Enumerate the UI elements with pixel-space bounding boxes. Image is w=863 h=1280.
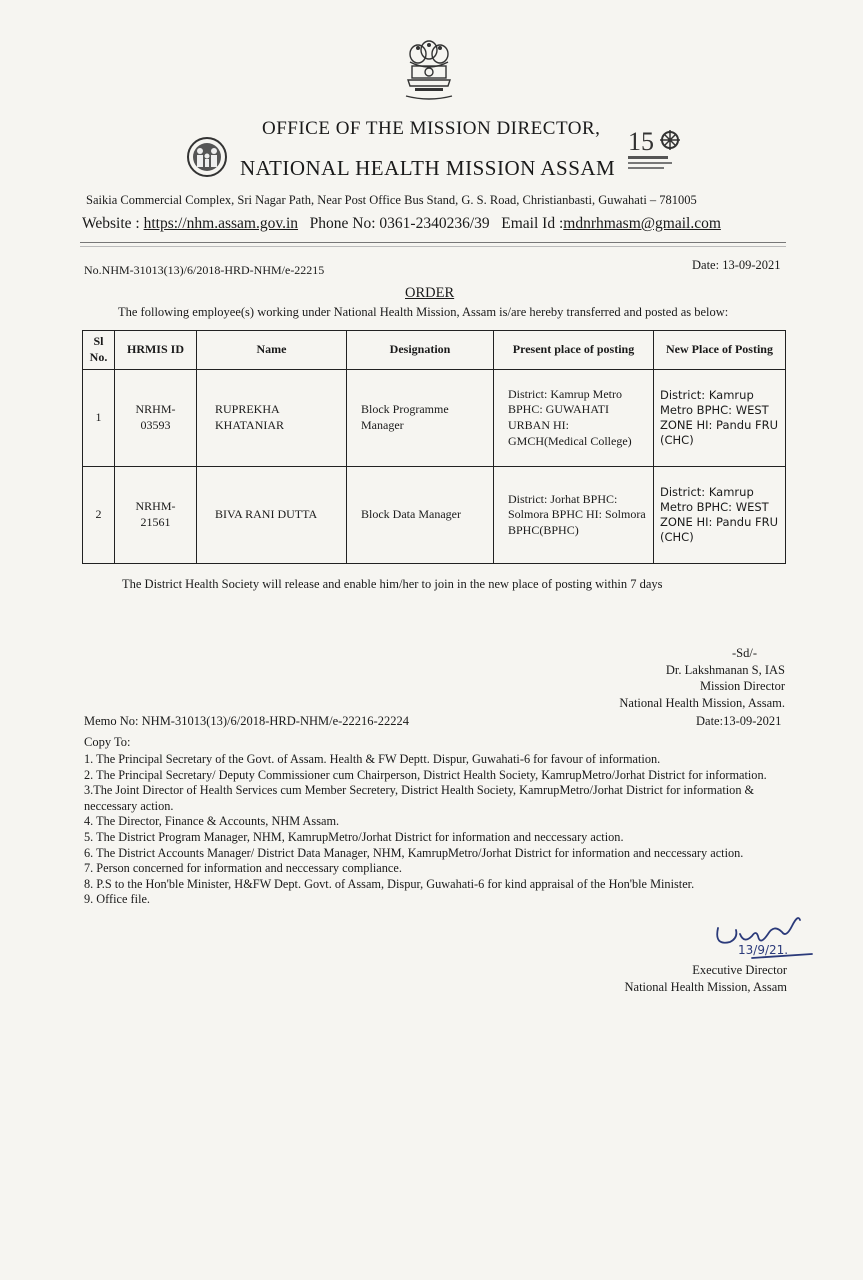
cell-sl: 1 — [83, 370, 115, 467]
cell-designation: Block Programme Manager — [347, 370, 494, 467]
office-address: Saikia Commercial Complex, Sri Nagar Path, Near Post Office Bus Stand, G. S. Road, Christianbasti, Guwahati – 781005 — [86, 193, 697, 207]
email-link[interactable]: mdnrhmasm@gmail.com — [563, 215, 721, 232]
signatory-organisation: National Health Mission, Assam. — [619, 695, 785, 710]
website-label: Website : — [82, 215, 140, 232]
list-item: 8. P.S to the Hon'ble Minister, H&FW Dept. Govt. of Assam, Dispur, Guwahati-6 for kind appraisal of the Hon'ble Minister. — [84, 876, 695, 891]
list-item: 4. The Director, Finance & Accounts, NHM Assam. — [84, 814, 340, 829]
handwritten-signature — [712, 906, 822, 968]
ashoka-emblem-icon — [398, 40, 460, 106]
cell-name: RUPREKHA KHATANIAR — [197, 370, 347, 467]
phone-number: 0361-2340236/39 — [379, 215, 490, 232]
executive-director-block — [625, 962, 788, 996]
list-item: 5. The District Program Manager, NHM, KamrupMetro/Jorhat District for information and neccessary action. — [84, 830, 624, 845]
table-header-row — [83, 331, 786, 370]
cell-sl: 2 — [83, 467, 115, 564]
executive-organisation: National Health Mission, Assam — [624, 979, 787, 994]
office-heading: OFFICE OF THE MISSION DIRECTOR, — [262, 118, 601, 139]
order-date: Date: 13-09-2021 — [692, 258, 781, 272]
order-title: ORDER — [405, 285, 455, 301]
column-header-name: Name — [197, 331, 347, 370]
copy-to-list — [84, 752, 784, 908]
list-item: 3.The Joint Director of Health Services cum Member Secretery, District Health Society, KamrupMetro/Jorhat District for information & neccessary action. — [84, 783, 755, 813]
cell-present-posting: District: Jorhat BPHC: Solmora BPHC HI: Solmora BPHC(BPHC) — [494, 467, 654, 564]
mission-director-signature-block — [619, 645, 785, 711]
email-label: Email Id : — [501, 215, 564, 232]
copy-to-label: Copy To: — [84, 735, 131, 749]
signatory-name: Dr. Lakshmanan S, IAS — [665, 662, 785, 677]
list-item: 9. Office file. — [84, 892, 151, 907]
list-item: 7. Person concerned for information and neccessary compliance. — [84, 861, 402, 876]
signatory-title: Mission Director — [699, 679, 785, 693]
cell-hrmis-id: NRHM-21561 — [115, 467, 197, 564]
organisation-heading: NATIONAL HEALTH MISSION ASSAM — [240, 156, 616, 180]
website-link[interactable]: https://nhm.assam.gov.in — [143, 215, 299, 232]
list-item: 6. The District Accounts Manager/ District Data Manager, NHM, KamrupMetro/Jorhat District for information and neccessary action. — [84, 845, 744, 860]
header-divider — [80, 242, 786, 243]
contact-line — [82, 215, 721, 233]
column-header-new-posting: New Place of Posting — [654, 331, 786, 370]
phone-label: Phone No: — [309, 215, 376, 232]
transfer-table — [82, 330, 786, 564]
table-row — [83, 467, 786, 564]
list-item: 2. The Principal Secretary/ Deputy Commissioner cum Chairperson, District Health Society, KamrupMetro/Jorhat District for information. — [84, 767, 767, 782]
cell-new-posting: District: Kamrup Metro BPHC: WEST ZONE HI: Pandu FRU (CHC) — [654, 370, 786, 467]
nhm-family-logo-icon — [186, 136, 228, 178]
memo-number: Memo No: NHM-31013(13)/6/2018-HRD-NHM/e-22216-22224 — [84, 714, 409, 728]
order-reference-number: No.NHM-31013(13)/6/2018-HRD-NHM/e-22215 — [84, 263, 325, 277]
release-note: The District Health Society will release and enable him/her to join in the new place of posting within 7 days — [122, 577, 663, 591]
list-item: 1. The Principal Secretary of the Govt. of Assam. Health & FW Deptt. Dispur, Guwahati-6 for favour of information. — [84, 752, 661, 766]
150-years-badge-icon — [626, 120, 682, 178]
executive-title: Executive Director — [692, 963, 787, 977]
order-intro: The following employee(s) working under National Health Mission, Assam is/are hereby transferred and posted as below: — [118, 305, 729, 319]
cell-hrmis-id: NRHM-03593 — [115, 370, 197, 467]
column-header-present-posting: Present place of posting — [494, 331, 654, 370]
column-header-sl: Sl No. — [83, 331, 115, 370]
cell-new-posting: District: Kamrup Metro BPHC: WEST ZONE HI: Pandu FRU (CHC) — [654, 467, 786, 564]
table-row — [83, 370, 786, 467]
sd-mark: -Sd/- — [732, 646, 757, 660]
cell-name: BIVA RANI DUTTA — [197, 467, 347, 564]
column-header-hrmis-id: HRMIS ID — [115, 331, 197, 370]
svg-text:15: 15 — [628, 127, 654, 156]
cell-present-posting: District: Kamrup Metro BPHC: GUWAHATI URBAN HI: GMCH(Medical College) — [494, 370, 654, 467]
column-header-designation: Designation — [347, 331, 494, 370]
memo-date: Date:13-09-2021 — [696, 714, 782, 728]
signature-date: 13/9/21. — [738, 943, 789, 957]
header-divider-secondary — [80, 246, 786, 247]
cell-designation: Block Data Manager — [347, 467, 494, 564]
